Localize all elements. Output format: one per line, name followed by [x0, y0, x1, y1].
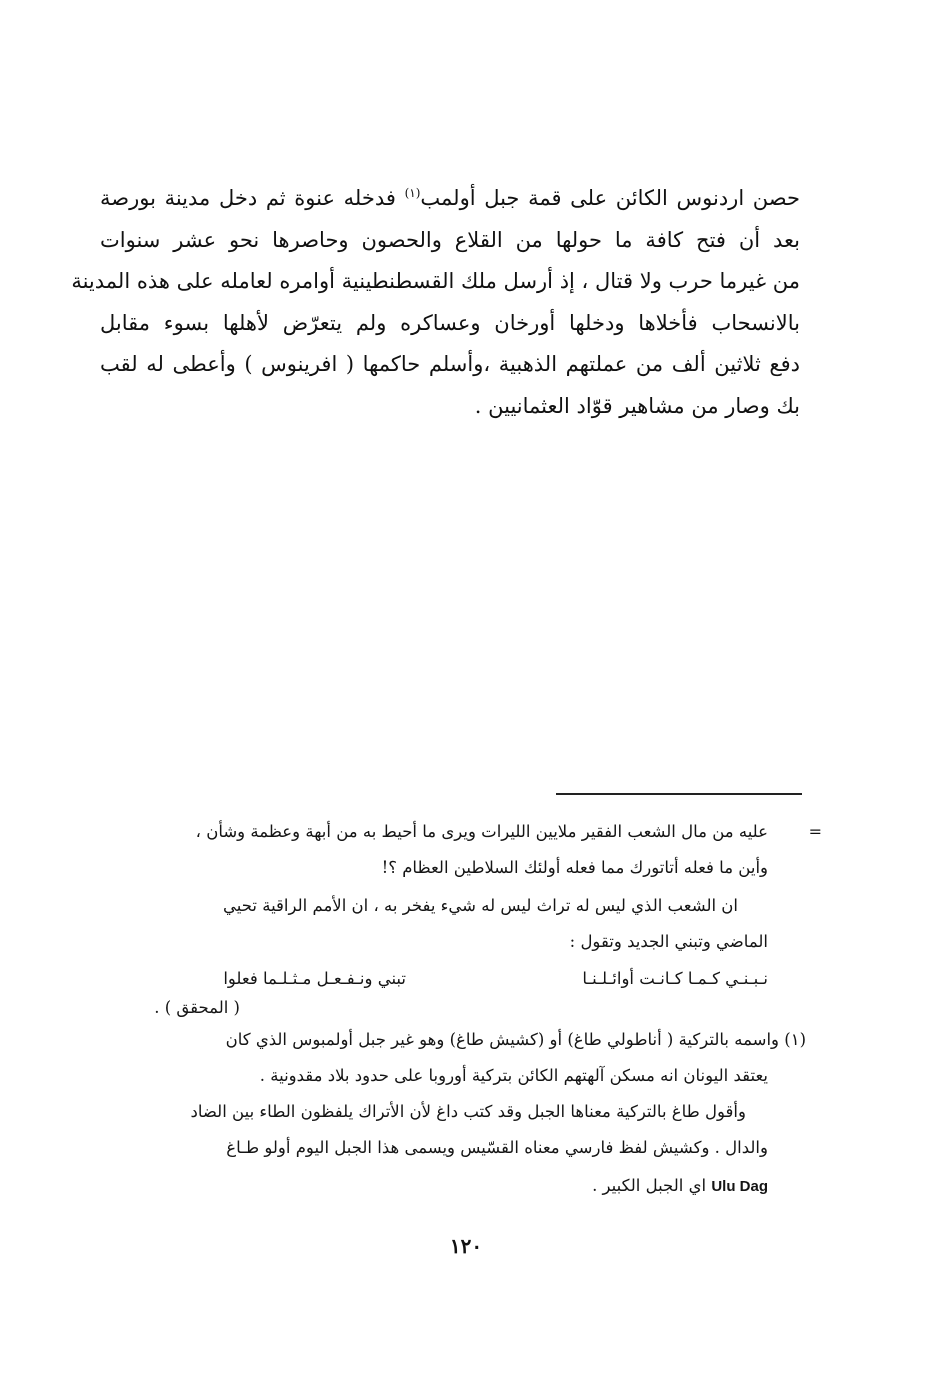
footnote-1-line-1: (١) واسمه بالتركية ( أناطولي طاغ) أو (كشيش طاغ) وهو غير جبل أولمبوس الذي كان [225, 1030, 806, 1049]
footnote-cont-line-2: وأين ما فعله أتاتورك مما فعله أولئك السلاطين العظام ؟! [381, 858, 768, 877]
footnote-cont-line-1: عليه من مال الشعب الفقير ملايين الليرات ويرى ما أحيط به من أبهة وعظمة وشأن ، [195, 822, 768, 841]
footnote-separator [556, 793, 802, 795]
footnote-ref-1[interactable]: (١) [404, 186, 421, 200]
main-line-5: دفع ثلاثين ألف من عملتهم الذهبية ،وأسلم حاكمها ( افرينوس ) وأعطى له لقب [100, 352, 800, 376]
latin-term: Ulu Dag [711, 1178, 768, 1195]
footnote-1-line-5-text: اي الجبل الكبير . [592, 1176, 707, 1195]
page-number: ١٢٠ [449, 1234, 483, 1258]
main-line-6: بك وصار من مشاهير قوّاد العثمانيين . [474, 393, 800, 418]
editor-note: ( المحقق ) . [154, 998, 240, 1017]
main-line-4: بالانسحاب فأخلاها ودخلها أورخان وعساكره ولم يتعرّض لأهلها بسوء مقابل [100, 310, 800, 335]
main-line-2: بعد أن فتح كافة ما حولها من القلاع والحصون وحاصرها نحو عشر سنوات [100, 227, 800, 252]
poem-hemistich-left: تبني ونـفـعـل مـثـلـما فعلوا [223, 969, 406, 988]
main-line-3: من غيرما حرب ولا قتال ، إذ أرسل ملك القسطنطينية أوامره لعامله على هذه المدينة [71, 269, 800, 293]
main-line-1 [100, 178, 800, 220]
footnote-continuation-marker: = [808, 822, 822, 841]
poem-hemistich-right: نـبـنـي كـمـا كـانـت أوائـلـنـا [582, 969, 768, 988]
footnote-1-line-4: والدال . وكشيش لفظ فارسي معناه القسّيس ويسمى هذا الجبل اليوم أولو طـاغ [226, 1138, 768, 1157]
footnote-cont-line-4: الماضي وتبني الجديد وتقول : [569, 932, 768, 951]
footnote-1-line-2: يعتقد اليونان انه مسكن آلهتهم الكائن بتركية أوروبا على حدود بلاد مقدونية . [259, 1066, 768, 1085]
footnote-1-line-5 [592, 1176, 768, 1195]
main-paragraph [71, 178, 800, 427]
main-line-1-start: حصن اردنوس الكائن على قمة جبل أولمب [420, 186, 800, 210]
footnote-1-line-3: وأقول طاغ بالتركية معناها الجبل وقد كتب داغ لأن الأتراك يلفظون الطاء بين الضاد [190, 1102, 746, 1121]
footnote-cont-line-3: ان الشعب الذي ليس له تراث ليس له شيء يفخر به ، ان الأمم الراقية تحيي [223, 896, 738, 915]
main-line-1-end: فدخله عنوة ثم دخل مدينة بورصة [100, 186, 396, 210]
